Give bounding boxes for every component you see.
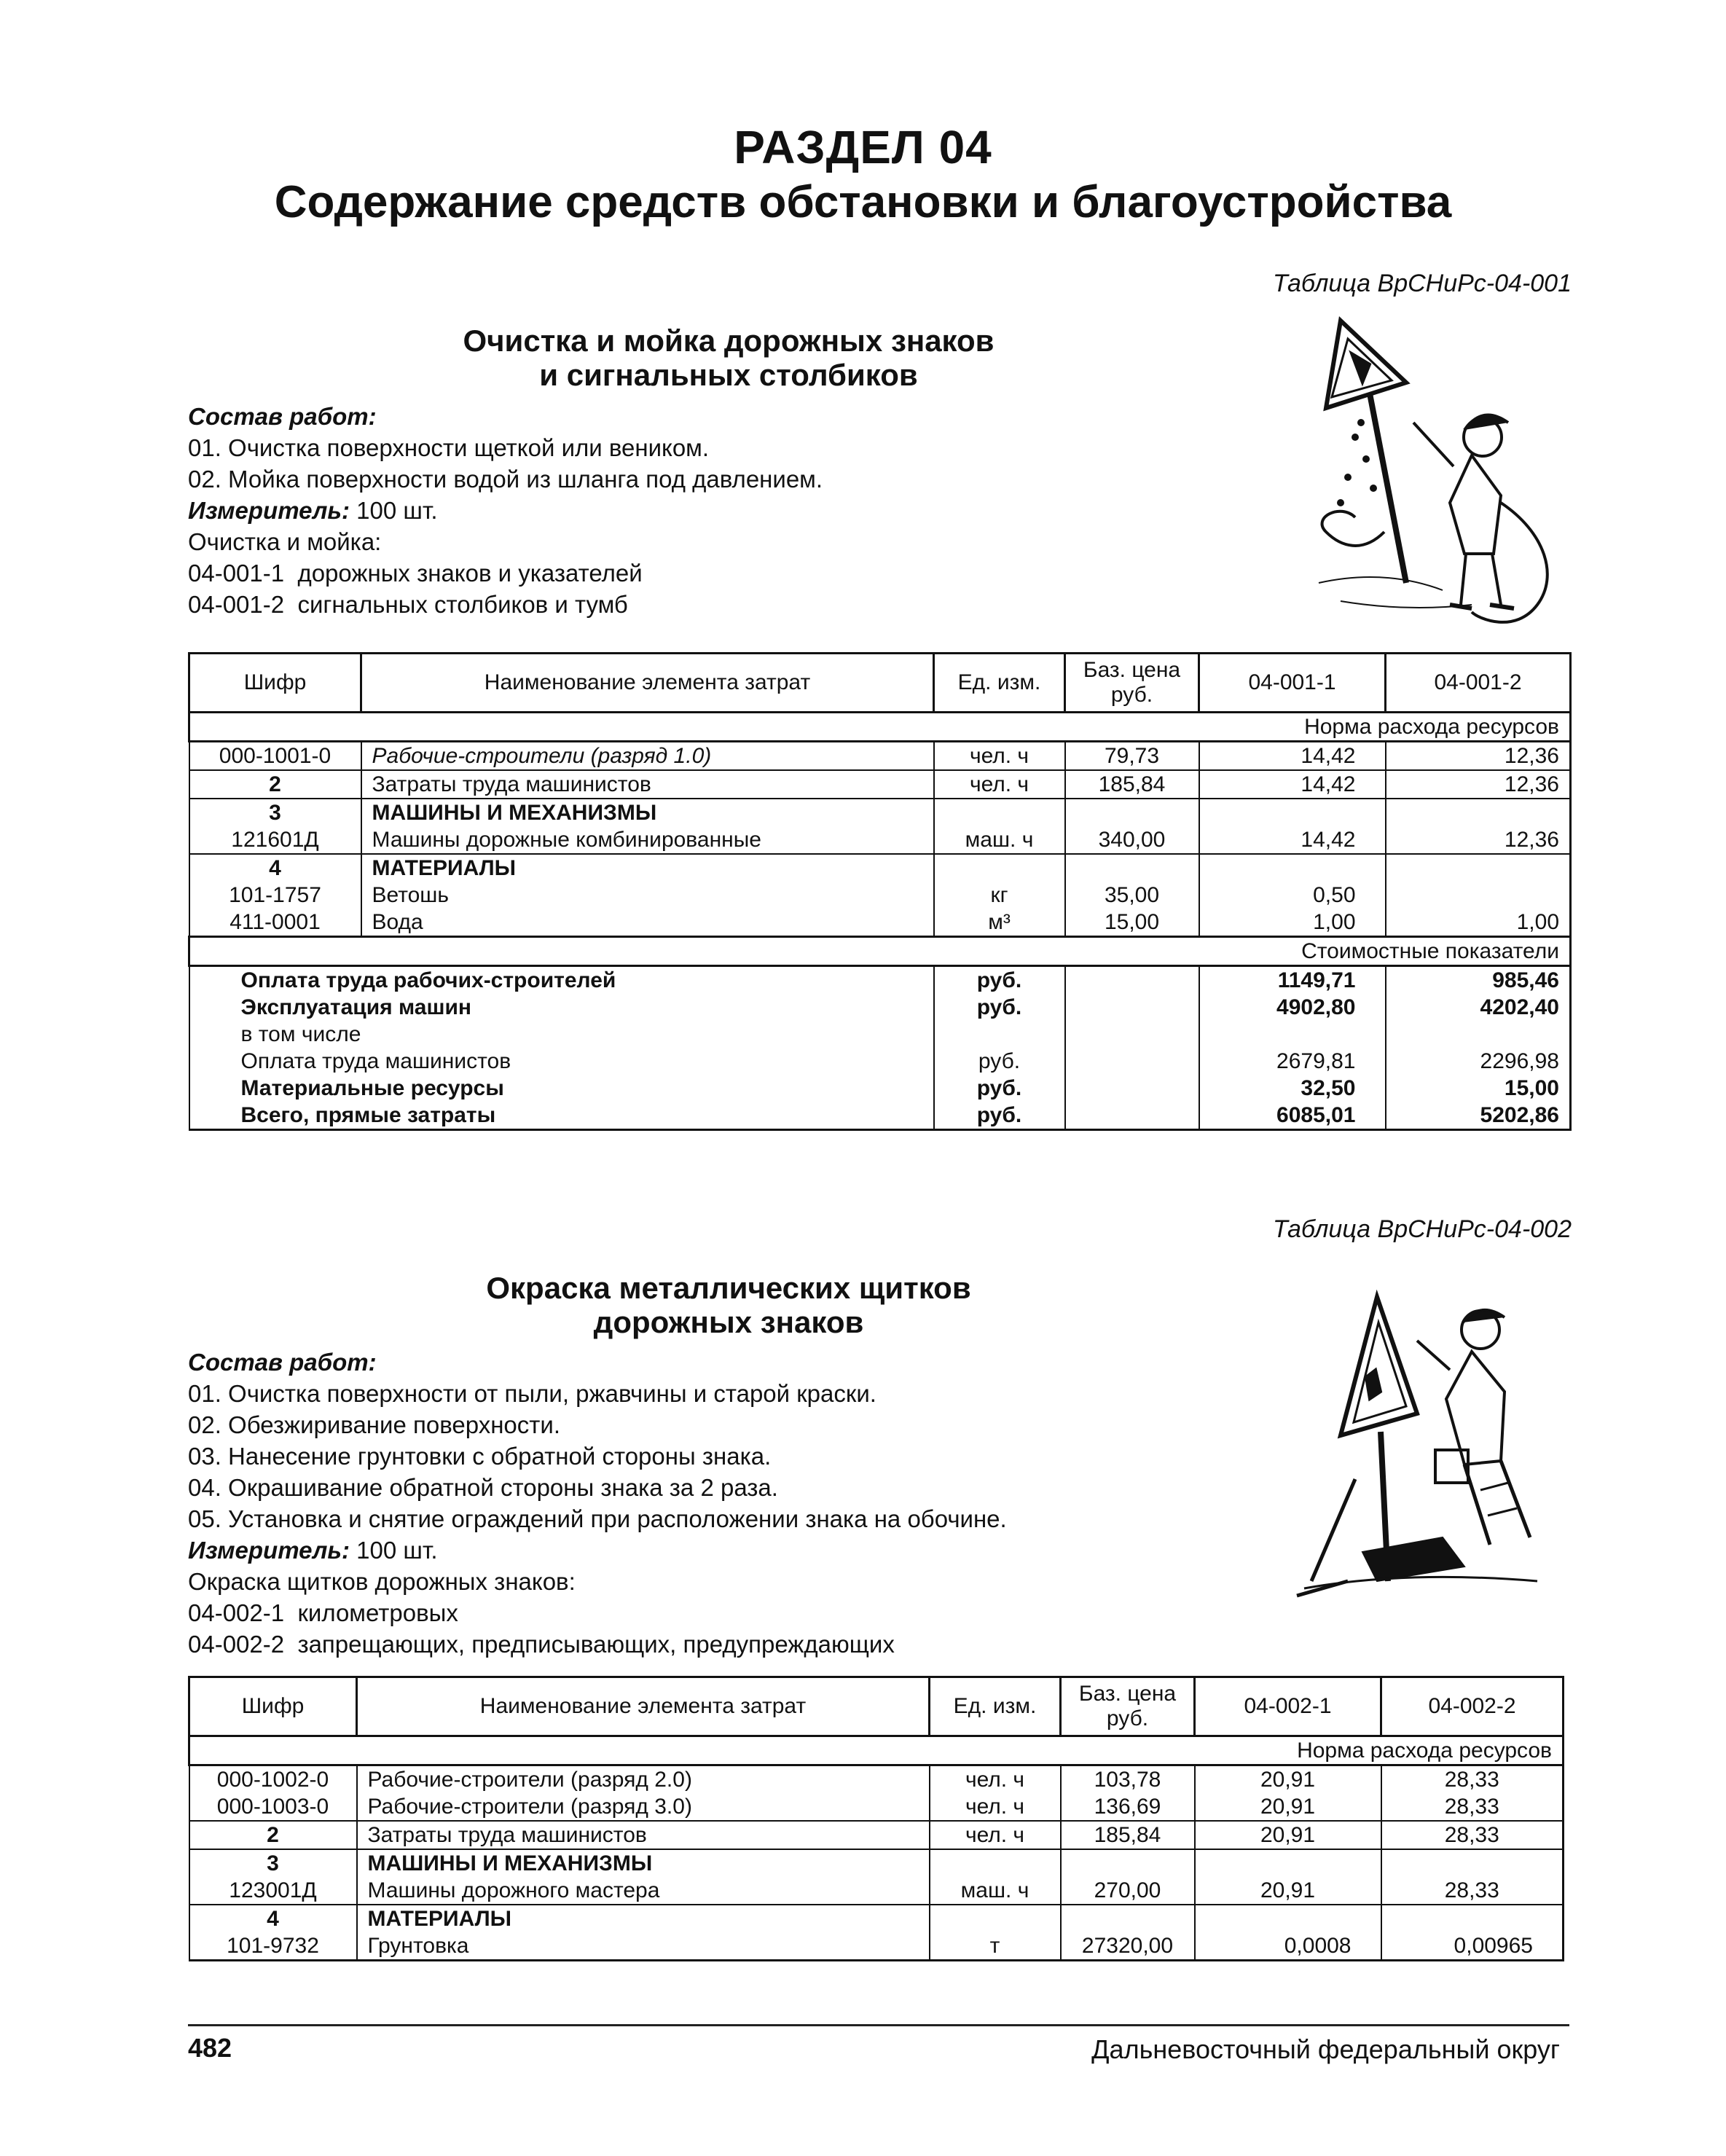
- row-name: Затраты труда машинистов: [357, 1821, 930, 1849]
- table1-reference: Таблица ВрСНиРс-04-001: [1272, 270, 1572, 297]
- row-value-2: 12,36: [1386, 742, 1571, 771]
- cost-unit: руб.: [934, 966, 1065, 995]
- cost-value-2: 15,00: [1386, 1075, 1571, 1102]
- row-name: Затраты труда машинистов: [361, 770, 934, 799]
- row-value-1: 20,91: [1195, 1821, 1381, 1849]
- band-row: [189, 713, 1571, 742]
- table-row: [189, 1793, 1564, 1821]
- row-code: 2: [189, 1821, 357, 1849]
- row-code: 4: [189, 1905, 357, 1932]
- cost-name: Оплата труда машинистов: [189, 1048, 934, 1075]
- row-code: 000-1001-0: [189, 742, 361, 771]
- cost-name: в том числе: [189, 1021, 934, 1048]
- measure-value: 100 шт.: [356, 497, 438, 524]
- table-row: [189, 770, 1571, 799]
- row-code: 3: [189, 1849, 357, 1877]
- cost-value-1: 4902,80: [1199, 994, 1386, 1021]
- row-value-1: 14,42: [1199, 742, 1386, 771]
- row-value-2: [1386, 882, 1571, 909]
- painting-sign-illustration: [1290, 1290, 1552, 1603]
- page-number: 482: [188, 2033, 232, 2063]
- row-code: 2: [189, 770, 361, 799]
- row-value-1: 0,0008: [1195, 1932, 1381, 1961]
- item-line: [188, 589, 823, 620]
- row-code: 121601Д: [189, 826, 361, 854]
- resource-table-2: [188, 1676, 1564, 1961]
- cost-unit: руб.: [934, 1102, 1065, 1130]
- measure-label: Измеритель:: [188, 1537, 350, 1564]
- table-row: [189, 882, 1571, 909]
- work-label: Состав работ:: [188, 403, 377, 430]
- cost-unit: руб.: [934, 1075, 1065, 1102]
- cost-row: [189, 1048, 1571, 1075]
- header-col1: 04-002-1: [1195, 1677, 1381, 1736]
- measure-label: Измеритель:: [188, 497, 350, 524]
- row-name: Грунтовка: [357, 1932, 930, 1961]
- row-name: МАТЕРИАЛЫ: [361, 854, 934, 882]
- row-unit: кг: [934, 882, 1065, 909]
- cost-value-1: 6085,01: [1199, 1102, 1386, 1130]
- row-value-2: 1,00: [1386, 909, 1571, 937]
- item-line: [188, 1628, 1007, 1660]
- item-line: [188, 1597, 1007, 1628]
- table-row: [189, 909, 1571, 937]
- work-step: 02. Мойка поверхности водой из шланга под давлением.: [188, 466, 823, 493]
- cost-value-1: 1149,71: [1199, 966, 1386, 995]
- item-text: километровых: [297, 1599, 458, 1626]
- table-row: [189, 799, 1571, 826]
- row-unit: чел. ч: [934, 742, 1065, 771]
- table1-description: [188, 401, 823, 620]
- band-costs: Стоимостные показатели: [189, 937, 1571, 966]
- table-row: [189, 1905, 1564, 1932]
- table-row: [189, 1932, 1564, 1961]
- row-name: Рабочие-строители (разряд 3.0): [357, 1793, 930, 1821]
- header-col2: 04-001-2: [1386, 654, 1571, 713]
- header-name: Наименование элемента затрат: [357, 1677, 930, 1736]
- cost-row: [189, 1021, 1571, 1048]
- row-name: Ветошь: [361, 882, 934, 909]
- row-price: 27320,00: [1061, 1932, 1195, 1961]
- table-row: [189, 1877, 1564, 1905]
- table-row: [189, 1765, 1564, 1794]
- cost-name: Оплата труда рабочих-строителей: [189, 966, 934, 995]
- row-value-1: 14,42: [1199, 770, 1386, 799]
- item-text: запрещающих, предписывающих, предупреждающих: [297, 1631, 895, 1658]
- table-row: [189, 854, 1571, 882]
- table-row: [189, 1821, 1564, 1849]
- measure-line: [188, 495, 823, 526]
- row-code: 101-1757: [189, 882, 361, 909]
- cost-row: [189, 966, 1571, 995]
- row-price: 270,00: [1061, 1877, 1195, 1905]
- item-code: 04-002-2: [188, 1631, 285, 1658]
- row-price: 15,00: [1065, 909, 1199, 937]
- cost-value-2: 4202,40: [1386, 994, 1571, 1021]
- cost-row: [189, 994, 1571, 1021]
- row-value-2: 12,36: [1386, 770, 1571, 799]
- row-price: 340,00: [1065, 826, 1199, 854]
- header-code: Шифр: [189, 1677, 357, 1736]
- work-step: 03. Нанесение грунтовки с обратной стороны знака.: [188, 1443, 772, 1470]
- work-label: Состав работ:: [188, 1349, 377, 1376]
- row-name: Рабочие-строители (разряд 2.0): [357, 1765, 930, 1794]
- row-name: МАТЕРИАЛЫ: [357, 1905, 930, 1932]
- header-price: Баз. цена руб.: [1065, 654, 1199, 713]
- row-value-2: 28,33: [1381, 1765, 1564, 1794]
- table1-title-line1: Очистка и мойка дорожных знаков: [463, 324, 995, 358]
- table2-reference: Таблица ВрСНиРс-04-002: [1272, 1215, 1572, 1243]
- item-text: сигнальных столбиков и тумб: [297, 591, 628, 618]
- work-step: 05. Установка и снятие ограждений при расположении знака на обочине.: [188, 1505, 1007, 1532]
- work-step: 01. Очистка поверхности щеткой или веником.: [188, 434, 710, 461]
- cost-value-2: 985,46: [1386, 966, 1571, 995]
- items-subtitle: Очистка и мойка:: [188, 528, 382, 555]
- row-value-2: 28,33: [1381, 1877, 1564, 1905]
- header-price: Баз. цена руб.: [1061, 1677, 1195, 1736]
- footer-divider: [188, 2024, 1569, 2026]
- item-code: 04-002-1: [188, 1599, 285, 1626]
- row-unit: чел. ч: [930, 1765, 1061, 1794]
- table2-title-line2: дорожных знаков: [593, 1305, 864, 1339]
- row-value-2: 12,36: [1386, 826, 1571, 854]
- row-name: МАШИНЫ И МЕХАНИЗМЫ: [361, 799, 934, 826]
- footer-region: Дальневосточный федеральный округ: [1091, 2034, 1560, 2064]
- work-step: 01. Очистка поверхности от пыли, ржавчины и старой краски.: [188, 1380, 876, 1407]
- table-row: [189, 1849, 1564, 1877]
- row-price: 79,73: [1065, 742, 1199, 771]
- row-price: 136,69: [1061, 1793, 1195, 1821]
- table1-title-line2: и сигнальных столбиков: [539, 358, 918, 392]
- row-name: Вода: [361, 909, 934, 937]
- row-unit: чел. ч: [930, 1793, 1061, 1821]
- header-name: Наименование элемента затрат: [361, 654, 934, 713]
- row-unit: чел. ч: [934, 770, 1065, 799]
- item-text: дорожных знаков и указателей: [297, 560, 643, 587]
- item-code: 04-001-2: [188, 591, 285, 618]
- row-value-1: 1,00: [1199, 909, 1386, 937]
- cost-unit: руб.: [934, 994, 1065, 1021]
- header-col2: 04-002-2: [1381, 1677, 1564, 1736]
- header-unit: Ед. изм.: [934, 654, 1065, 713]
- row-value-1: 20,91: [1195, 1793, 1381, 1821]
- row-code: 000-1003-0: [189, 1793, 357, 1821]
- washing-sign-illustration: [1297, 313, 1574, 634]
- row-code: 123001Д: [189, 1877, 357, 1905]
- cost-value-2: 2296,98: [1386, 1048, 1571, 1075]
- row-unit: маш. ч: [930, 1877, 1061, 1905]
- row-code: 101-9732: [189, 1932, 357, 1961]
- row-code: 3: [189, 799, 361, 826]
- cost-value-2: 5202,86: [1386, 1102, 1571, 1130]
- row-price: 103,78: [1061, 1765, 1195, 1794]
- row-price: 185,84: [1061, 1821, 1195, 1849]
- measure-value: 100 шт.: [356, 1537, 438, 1564]
- header-col1: 04-001-1: [1199, 654, 1386, 713]
- items-subtitle: Окраска щитков дорожных знаков:: [188, 1568, 576, 1595]
- work-step: 04. Окрашивание обратной стороны знака за 2 раза.: [188, 1474, 778, 1501]
- table-row: [189, 826, 1571, 854]
- item-line: [188, 557, 823, 589]
- row-unit: т: [930, 1932, 1061, 1961]
- table-header-row: [189, 1677, 1564, 1736]
- row-code: 000-1002-0: [189, 1765, 357, 1794]
- section-number: РАЗДЕЛ 04: [734, 121, 992, 173]
- row-unit: м³: [934, 909, 1065, 937]
- row-name: Машины дорожные комбинированные: [361, 826, 934, 854]
- row-value-1: 0,50: [1199, 882, 1386, 909]
- header-unit: Ед. изм.: [930, 1677, 1061, 1736]
- band-norms: Норма расхода ресурсов: [189, 713, 1571, 742]
- row-name: МАШИНЫ И МЕХАНИЗМЫ: [357, 1849, 930, 1877]
- measure-line: [188, 1534, 1007, 1566]
- cost-row: [189, 1102, 1571, 1130]
- item-code: 04-001-1: [188, 560, 285, 587]
- cost-name: Эксплуатация машин: [189, 994, 934, 1021]
- row-value-1: 14,42: [1199, 826, 1386, 854]
- row-name: Рабочие-строители (разряд 1.0): [361, 742, 934, 771]
- row-code: 4: [189, 854, 361, 882]
- header-code: Шифр: [189, 654, 361, 713]
- table-row: [189, 742, 1571, 771]
- row-value-2: 0,00965: [1381, 1932, 1564, 1961]
- row-unit: маш. ч: [934, 826, 1065, 854]
- cost-name: Материальные ресурсы: [189, 1075, 934, 1102]
- resource-table-1: [188, 652, 1572, 1131]
- row-price: 35,00: [1065, 882, 1199, 909]
- cost-row: [189, 1075, 1571, 1102]
- row-value-1: 20,91: [1195, 1877, 1381, 1905]
- row-unit: чел. ч: [930, 1821, 1061, 1849]
- row-code: 411-0001: [189, 909, 361, 937]
- section-title: Содержание средств обстановки и благоустройства: [274, 177, 1452, 227]
- table-header-row: [189, 654, 1571, 713]
- cost-name: Всего, прямые затраты: [189, 1102, 934, 1130]
- band-norms: Норма расхода ресурсов: [189, 1736, 1564, 1765]
- band-row: [189, 937, 1571, 966]
- band-row: [189, 1736, 1564, 1765]
- row-price: 185,84: [1065, 770, 1199, 799]
- row-value-2: 28,33: [1381, 1793, 1564, 1821]
- table2-description: [188, 1346, 1007, 1660]
- work-step: 02. Обезжиривание поверхности.: [188, 1411, 561, 1438]
- row-value-2: 28,33: [1381, 1821, 1564, 1849]
- row-value-1: 20,91: [1195, 1765, 1381, 1794]
- row-name: Машины дорожного мастера: [357, 1877, 930, 1905]
- table2-title-line1: Окраска металлических щитков: [486, 1271, 971, 1305]
- cost-unit: руб.: [934, 1048, 1065, 1075]
- cost-value-1: 32,50: [1199, 1075, 1386, 1102]
- cost-value-1: 2679,81: [1199, 1048, 1386, 1075]
